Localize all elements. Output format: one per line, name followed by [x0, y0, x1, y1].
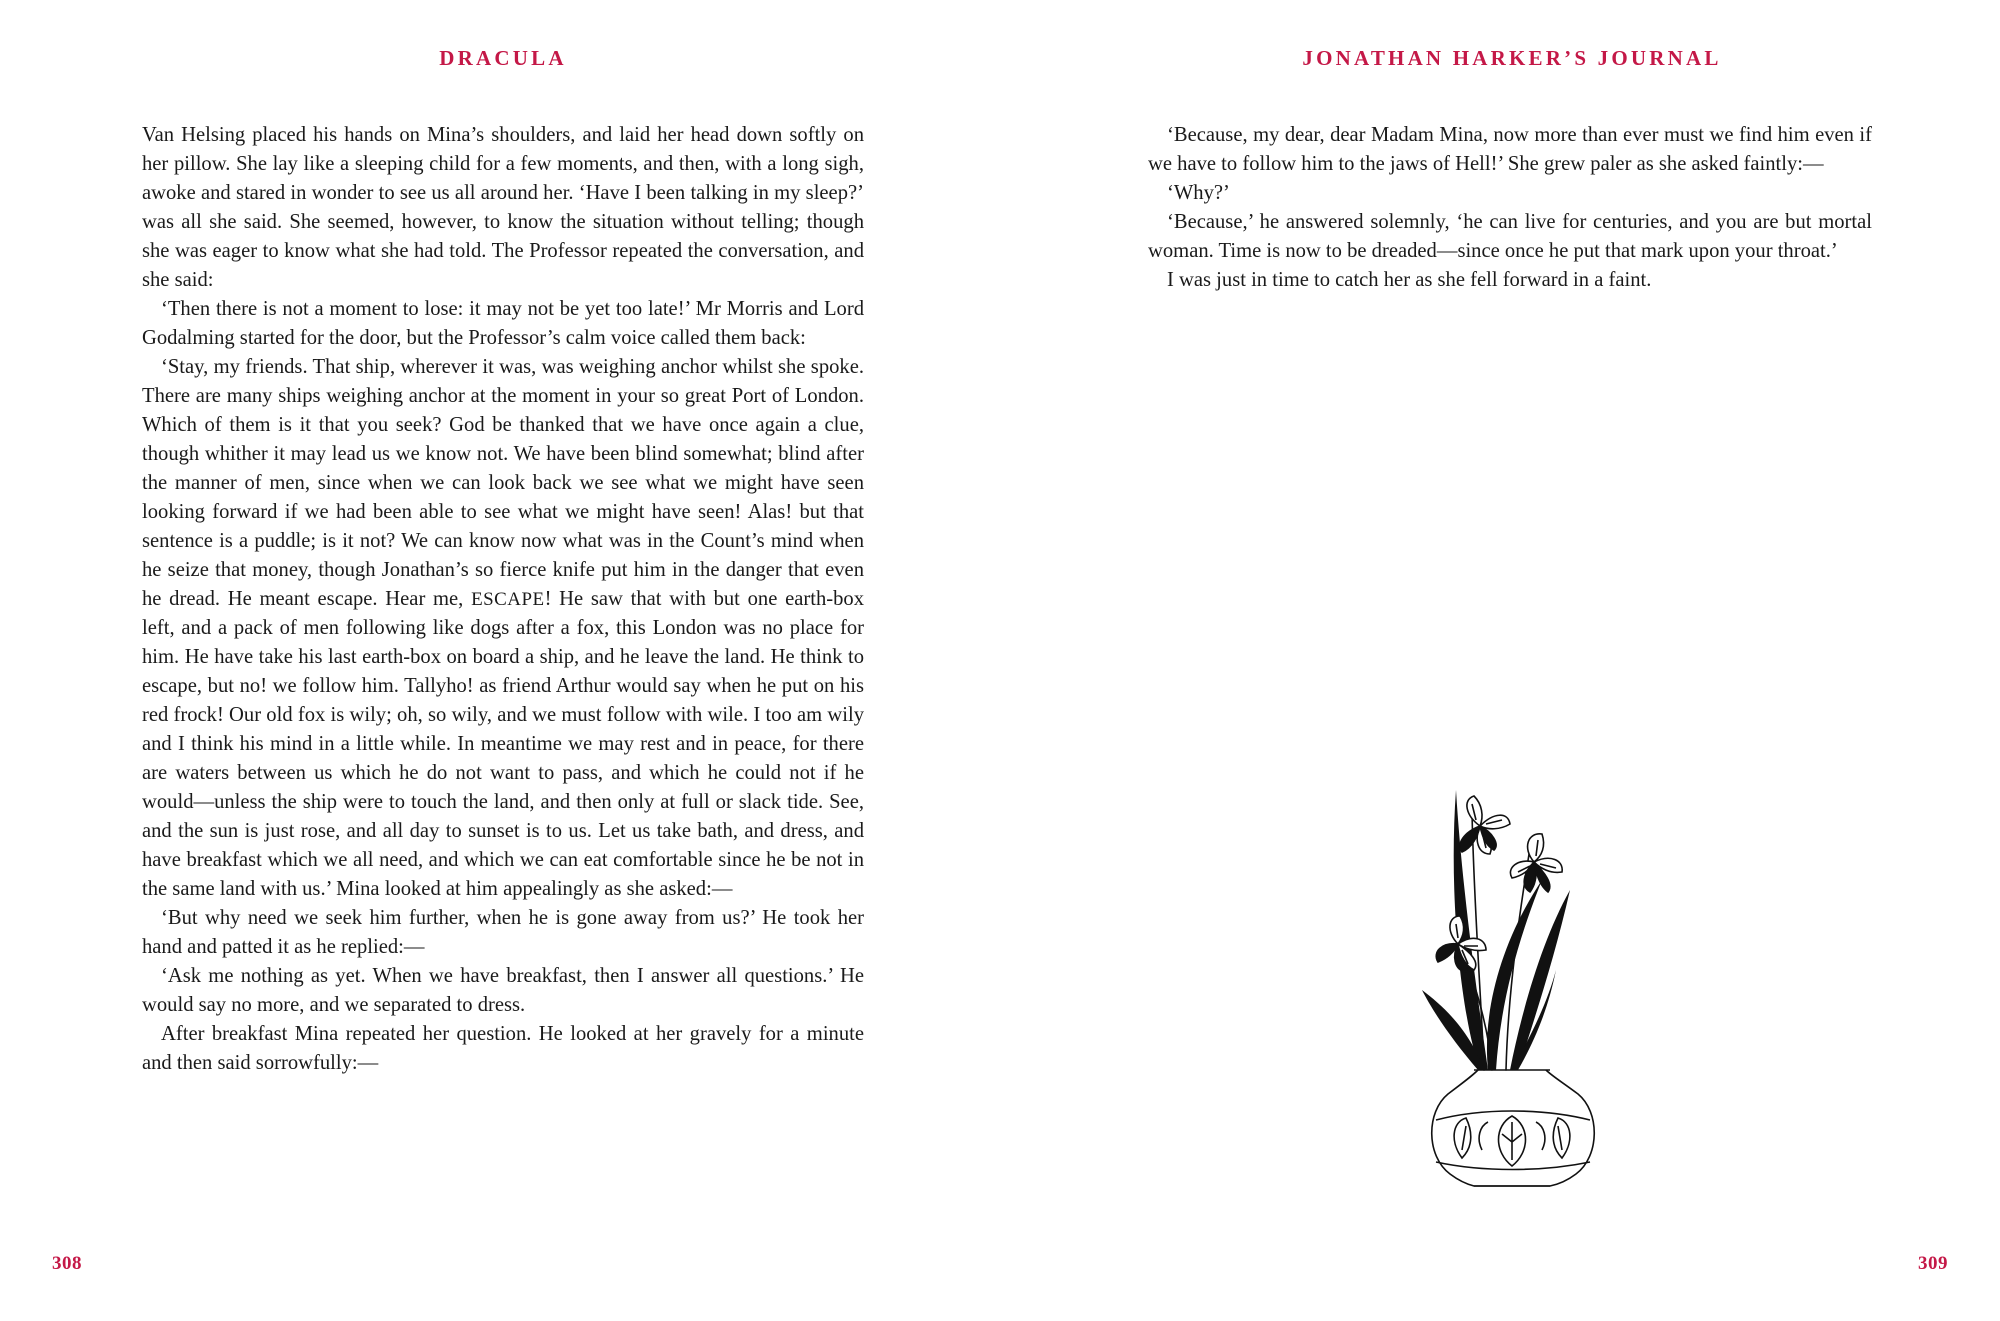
right-page	[1000, 0, 2000, 1321]
paragraph: Van Helsing placed his hands on Mina’s shoulders, and laid her head down softly on her pillow. She lay like a sleeping child for a few moments, and then, with a long sigh, awoke and stared in wonder to see us all around her. ‘Have I been talking in my sleep?’ was all she said. She seemed, however, to know the situation without telling; though she was eager to know what she had told. The Professor repeated the conversation, and she said:	[142, 124, 864, 291]
page-number-left: 308	[52, 1253, 82, 1274]
paragraph: ‘Why?’	[1167, 182, 1230, 204]
running-head-right: JONATHAN HARKER’S JOURNAL	[1302, 46, 1722, 70]
right-page-body	[1148, 121, 1872, 295]
running-head-left: DRACULA	[439, 46, 567, 70]
emphasis-word: ESCAPE	[471, 589, 545, 610]
paragraph: ‘Then there is not a moment to lose: it may not be yet too late!’ Mr Morris and Lord Godalming started for the door, but the Professor’s calm voice called them back:	[142, 298, 864, 349]
paragraph: ‘Because,’ he answered solemnly, ‘he can live for centuries, and you are but mortal woman. Time is now to be dreaded—since once he put that mark upon your throat.’	[1148, 211, 1872, 262]
paragraph-text: ! He saw that with but one earth-box left, and a pack of men following like dogs after a fox, this London was no place for him. He have take his last earth-box on board a ship, and he leave the land. He think to escape, but no! we follow him. Tallyho! as friend Arthur would say when he put on his red frock! Our old fox is wily; oh, so wily, and we must follow with wile. I too am wily and I think his mind in a little while. In meantime we may rest and in peace, for there are waters between us which he do not want to pass, and which he could not if he would—unless the ship were to touch the land, and then only at full or slack tide. See, and the sun is just rose, and all day to sunset is to us. Let us take bath, and dress, and have breakfast which we all need, and which we can eat comfortable since he be not in the same land with us.’ Mina looked at him appealingly as she asked:—	[142, 588, 864, 900]
paragraph: ‘Because, my dear, dear Madam Mina, now more than ever must we find him even if we have to follow him to the jaws of Hell!’ She grew paler as she asked faintly:—	[1148, 124, 1872, 175]
left-page-body	[142, 121, 864, 1078]
paragraph: ‘But why need we seek him further, when he is gone away from us?’ He took her hand and patted it as he replied:—	[142, 907, 864, 958]
paragraph: ‘Ask me nothing as yet. When we have breakfast, then I answer all questions.’ He would say no more, and we separated to dress.	[142, 965, 864, 1016]
page-number-right: 309	[1918, 1253, 1948, 1274]
paragraph-text: ‘Stay, my friends. That ship, wherever it was, was weighing anchor whilst she spoke. There are many ships weighing anchor at the moment in your so great Port of London. Which of them is it that you seek? God be thanked that we have once again a clue, though whither it may lead us we know not. We have been blind somewhat; blind after the manner of men, since when we can look back we see what we might have seen looking forward if we had been able to see what we might have seen! Alas! but that sentence is a puddle; is it not? We can know now what was in the Count’s mind when he seize that money, though Jonathan’s so fierce knife put him in the danger that even he dread. He meant escape. Hear me,	[142, 356, 864, 610]
paragraph: After breakfast Mina repeated her question. He looked at her gravely for a minute and then said sorrowfully:—	[142, 1023, 864, 1074]
paragraph: I was just in time to catch her as she fell forward in a faint.	[1167, 269, 1652, 291]
paragraph	[142, 353, 864, 904]
iris-flowers-in-vase-icon	[1422, 770, 1602, 1200]
